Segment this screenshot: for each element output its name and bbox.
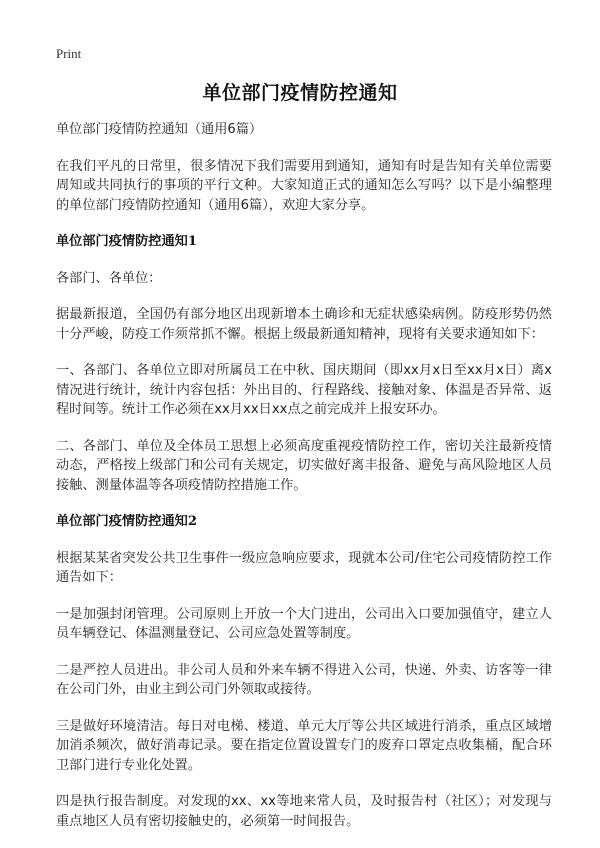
paragraph: 一是加强封闭管理。公司原则上开放一个大门进出，公司出入口要加强值守，建立人员车辆登记、体温测量登记、公司应急处置等制度。 [56,606,552,641]
paragraph: 一、各部门、各单位立即对所属员工在中秋、国庆期间（即xx月x日至xx月x日）离x情况进行统计，统计内容包括：外出目的、行程路线、接触对象、体温是否异常、返程时间等。统计工作必须在xx月xx日xx点之前完成并上报安环办。 [56,363,552,417]
paragraph: 二、各部门、单位及全体员工思想上必须高度重视疫情防控工作，密切关注最新疫情动态，严格按上级部门和公司有关规定，切实做好离丰报备、避免与高风险地区人员接触、测量体温等各项疫情防控措施工作。 [56,438,552,493]
print-link[interactable]: Print [56,46,82,61]
document-body [56,120,552,848]
document-subtitle: 单位部门疫情防控通知（通用6篇） [56,122,263,137]
paragraph: 据最新报道，全国仍有部分地区出现新增本土确诊和无症状感染病例。防疫形势仍然十分严峻，防疫工作须常抓不懈。根据上级最新通知精神，现将有关要求通知如下： [56,307,552,342]
page-title: 单位部门疫情防控通知 [202,82,398,104]
paragraph: 四是执行报告制度。对发现的xx、xx等地来常人员，及时报告村（社区）；对发现与重点地区人员有密切接触史的，必须第一时间报告。 [56,794,552,829]
paragraph: 二是严控人员进出。非公司人员和外来车辆不得进入公司，快递、外卖、访客等一律在公司门外，由业主到公司门外领取或接待。 [56,662,552,697]
paragraph: 根据某某省突发公共卫生事件一级应急响应要求，现就本公司/住宅公司疫情防控工作通告如下： [56,550,552,585]
section-heading: 单位部门疫情防控通知1 [56,234,198,249]
paragraph: 三是做好环境清洁。每日对电梯、楼道、单元大厅等公共区域进行消杀，重点区域增加消杀频次，做好消毒记录。要在指定位置设置专门的废弃口罩定点收集桶，配合环卫部门进行专业化处置。 [56,718,552,773]
paragraph: 各部门、各单位： [56,270,162,286]
section-heading: 单位部门疫情防控通知2 [56,514,198,529]
intro-paragraph: 在我们平凡的日常里，很多情况下我们需要用到通知，通知有时是告知有关单位需要周知或共同执行的事项的平行文种。大家知道正式的通知怎么写吗？以下是小编整理的单位部门疫情防控通知（通用6篇），欢迎大家分享。 [56,158,552,213]
